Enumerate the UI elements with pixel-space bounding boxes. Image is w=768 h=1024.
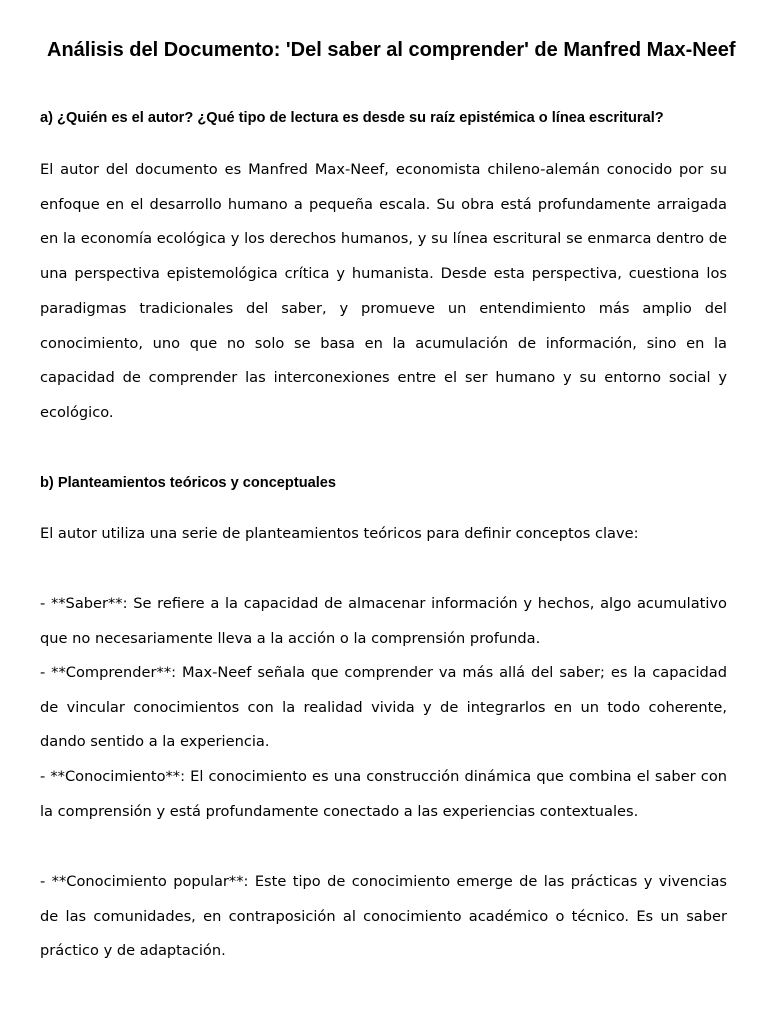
section-b-heading: b) Planteamientos teóricos y conceptuales [40,475,337,491]
section-a-paragraph: El autor del documento es Manfred Max-Neef, economista chileno-alemán conocido por su enfoque en el desarrollo humano a pequeña escala. Su obra está profundamente arraigada en la economía ecológica y los derechos humanos, y su línea escritural se enmarca dentro de una perspectiva epistemológica crítica y humanista. Desde esta perspectiva, cuestiona los paradigmas tradicionales del saber, y promueve un entendimiento más amplio del conocimiento, uno que no solo se basa en la acumulación de información, sino en la capacidad de comprender las interconexiones entre el ser humano y su entorno social y ecológico. [40,161,727,421]
concept-item-comprender: - **Comprender**: Max-Neef señala que comprender va más allá del saber; es la capacidad de vincular conocimientos con la realidad vivida y de integrarlos en un todo coherente, dando sentido a la experiencia. [40,664,727,751]
concept-item-conocimiento: - **Conocimiento**: El conocimiento es una construcción dinámica que combina el saber con la comprensión y está profundamente conectado a las experiencias contextuales. [40,768,727,820]
concept-item-saber: - **Saber**: Se refiere a la capacidad de almacenar información y hechos, algo acumulativo que no necesariamente lleva a la acción o la comprensión profunda. [40,595,727,647]
concept-item-conocimiento-popular: - **Conocimiento popular**: Este tipo de conocimiento emerge de las prácticas y vivencias de las comunidades, en contraposición al conocimiento académico o técnico. Es un saber práctico y de adaptación. [40,873,727,960]
document-title: Análisis del Documento: 'Del saber al comprender' de Manfred Max-Neef [47,39,736,61]
section-a-heading: a) ¿Quién es el autor? ¿Qué tipo de lectura es desde su raíz epistémica o línea escritural? [40,110,664,126]
section-b-intro: El autor utiliza una serie de planteamientos teóricos para definir conceptos clave: [40,525,639,542]
